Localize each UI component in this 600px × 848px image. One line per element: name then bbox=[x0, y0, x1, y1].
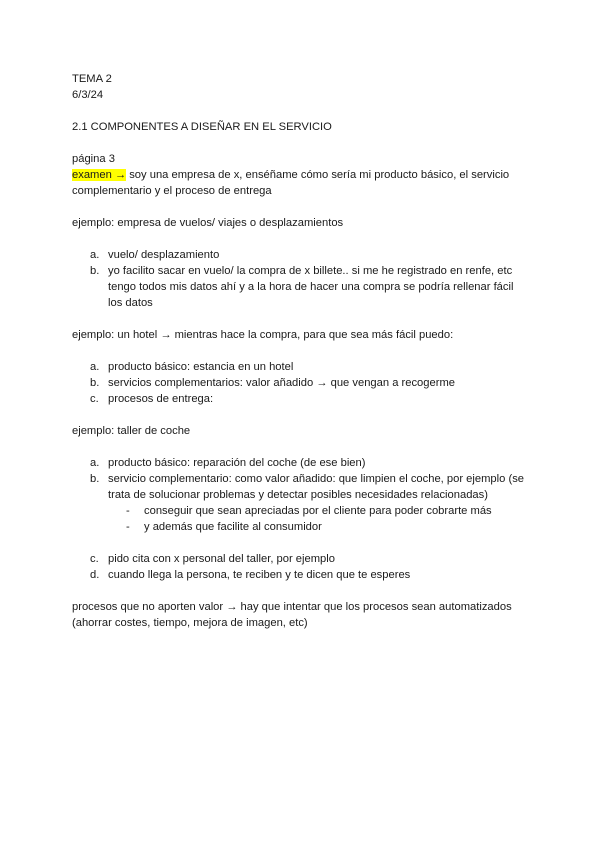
conclusion-line-2: (ahorrar costes, tiempo, mejora de imagen, etc) bbox=[72, 617, 308, 629]
list-item-text: producto básico: estancia en un hotel bbox=[108, 361, 294, 373]
document-date: 6/3/24 bbox=[72, 89, 104, 101]
example-3-list bbox=[72, 455, 542, 535]
list-marker: b. bbox=[90, 265, 100, 277]
list-item bbox=[72, 567, 542, 583]
list-item bbox=[72, 455, 542, 471]
exam-note-text-1: soy una empresa de x, enséñame cómo sería mi producto básico, el servicio bbox=[126, 169, 510, 181]
list-item-text: trata de solucionar problemas y detectar posibles necesidades relacionadas) bbox=[108, 489, 488, 501]
example-1-intro: ejemplo: empresa de vuelos/ viajes o desplazamientos bbox=[72, 217, 344, 229]
list-marker: c. bbox=[90, 393, 99, 405]
page-reference: página 3 bbox=[72, 153, 115, 165]
list-item-text: servicio complementario: como valor añadido: que limpien el coche, por ejemplo (se bbox=[108, 473, 525, 485]
sub-list-item-text: y además que facilite al consumidor bbox=[144, 521, 322, 533]
example-1-list bbox=[72, 247, 542, 311]
example-2-intro: ejemplo: un hotel → mientras hace la compra, para que sea más fácil puedo: bbox=[72, 329, 454, 341]
list-marker: a. bbox=[90, 457, 100, 469]
exam-highlight: examen → bbox=[72, 169, 127, 181]
list-item-text: los datos bbox=[108, 297, 153, 309]
list-item-text: procesos de entrega: bbox=[108, 393, 214, 405]
list-marker: c. bbox=[90, 553, 99, 565]
list-item bbox=[72, 247, 542, 263]
list-item bbox=[72, 471, 542, 535]
list-marker: a. bbox=[90, 361, 100, 373]
document-title: TEMA 2 bbox=[72, 73, 112, 85]
conclusion-line-1: procesos que no aporten valor → hay que intentar que los procesos sean automatizados bbox=[72, 601, 512, 613]
list-item-text: tengo todos mis datos ahí y a la hora de hacer una compra se podría rellenar fácil bbox=[108, 281, 514, 293]
list-item bbox=[72, 551, 542, 567]
list-item-text: vuelo/ desplazamiento bbox=[108, 249, 220, 261]
list-marker: a. bbox=[90, 249, 100, 261]
dash-marker: - bbox=[126, 521, 130, 533]
list-marker: b. bbox=[90, 473, 100, 485]
example-2-list bbox=[72, 359, 542, 407]
sub-list-item bbox=[108, 503, 542, 519]
list-item-text: pido cita con x personal del taller, por ejemplo bbox=[108, 553, 335, 565]
list-item bbox=[72, 391, 542, 407]
example-3-intro: ejemplo: taller de coche bbox=[72, 425, 191, 437]
dash-marker: - bbox=[126, 505, 130, 517]
sub-list-item-text: conseguir que sean apreciadas por el cliente para poder cobrarte más bbox=[144, 505, 492, 517]
example-3-list-continued bbox=[72, 551, 542, 583]
sub-list bbox=[108, 503, 542, 535]
list-marker: b. bbox=[90, 377, 100, 389]
list-item-text: producto básico: reparación del coche (de ese bien) bbox=[108, 457, 366, 469]
list-item-text: cuando llega la persona, te reciben y te dicen que te esperes bbox=[108, 569, 411, 581]
section-heading: 2.1 COMPONENTES A DISEÑAR EN EL SERVICIO bbox=[72, 121, 332, 133]
list-item-text: yo facilito sacar en vuelo/ la compra de x billete.. si me he registrado en renfe, etc bbox=[108, 265, 513, 277]
list-item bbox=[72, 359, 542, 375]
document-page bbox=[72, 71, 542, 631]
list-marker: d. bbox=[90, 569, 100, 581]
list-item-text: servicios complementarios: valor añadido → que vengan a recogerme bbox=[108, 377, 455, 389]
sub-list-item bbox=[108, 519, 542, 535]
exam-note-line-1 bbox=[72, 167, 542, 183]
exam-note-line-2: complementario y el proceso de entrega bbox=[72, 185, 272, 197]
list-item bbox=[72, 263, 542, 311]
list-item bbox=[72, 375, 542, 391]
